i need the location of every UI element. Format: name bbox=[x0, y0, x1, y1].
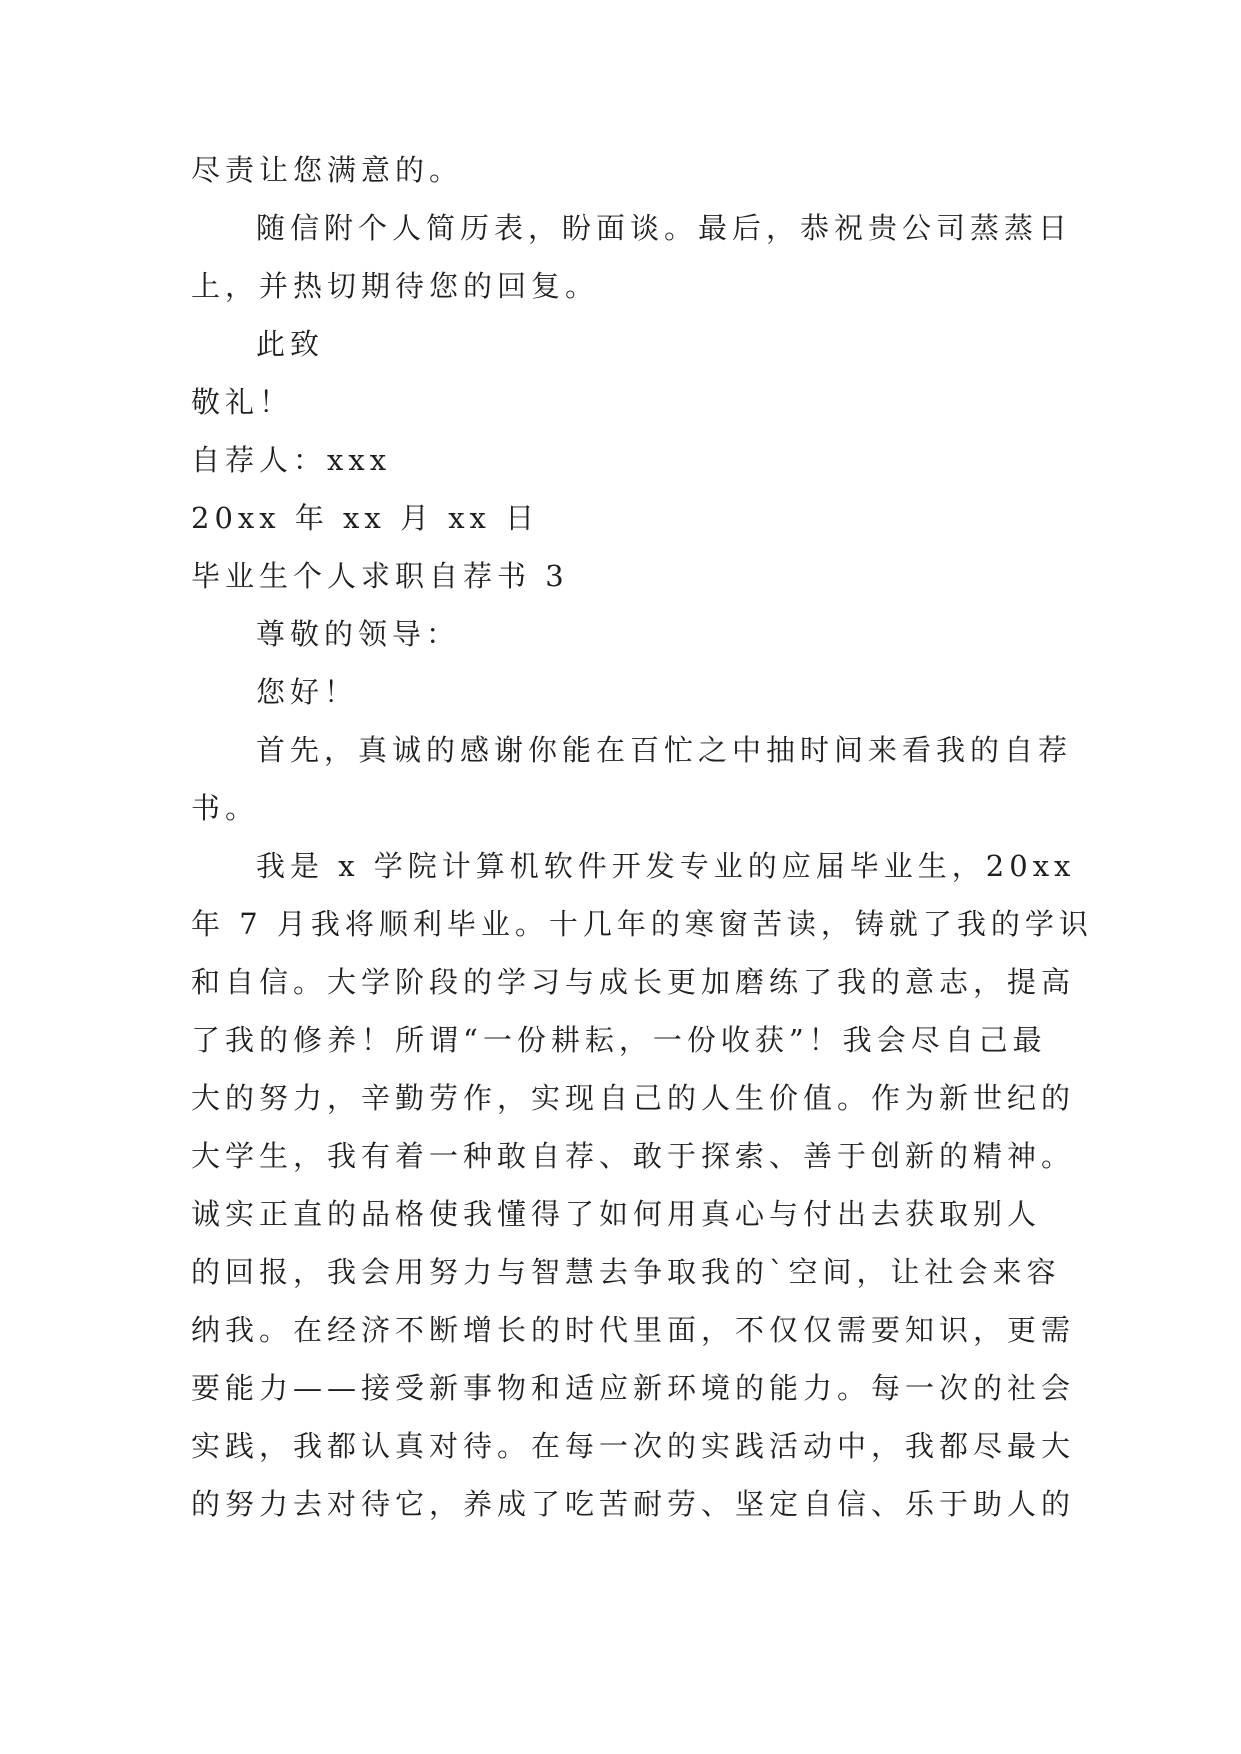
section-heading: 毕业生个人求职自荐书 3 bbox=[191, 559, 569, 593]
text-line: 诚实正直的品格使我懂得了如何用真心与付出去获取别人 bbox=[191, 1197, 1042, 1231]
text-line: 20xx 年 xx 月 xx 日 bbox=[191, 501, 540, 535]
text-line: 随信附个人简历表，盼面谈。最后，恭祝贵公司蒸蒸日 bbox=[256, 211, 1073, 245]
text-line: 您好！ bbox=[256, 675, 359, 709]
text-line: 此致 bbox=[256, 327, 325, 361]
text-line: 尊敬的领导： bbox=[256, 617, 461, 651]
text-line: 的努力去对待它，养成了吃苦耐劳、坚定自信、乐于助人的 bbox=[191, 1487, 1076, 1521]
text-line: 年 7 月我将顺利毕业。十几年的寒窗苦读，铸就了我的学识 bbox=[191, 907, 1093, 941]
text-line: 的回报，我会用努力与智慧去争取我的`空间，让社会来容 bbox=[191, 1255, 1061, 1289]
text-line: 纳我。在经济不断增长的时代里面，不仅仅需要知识，更需 bbox=[191, 1313, 1076, 1347]
text-line: 上，并热切期待您的回复。 bbox=[191, 269, 600, 303]
text-line: 大学生，我有着一种敢自荐、敢于探索、善于创新的精神。 bbox=[191, 1139, 1076, 1173]
text-line: 大的努力，辛勤劳作，实现自己的人生价值。作为新世纪的 bbox=[191, 1081, 1076, 1115]
text-line: 我是 x 学院计算机软件开发专业的应届毕业生，20xx bbox=[256, 849, 1076, 883]
text-line: 要能力——接受新事物和适应新环境的能力。每一次的社会 bbox=[191, 1371, 1076, 1405]
text-line: 敬礼！ bbox=[191, 385, 294, 419]
text-line: 了我的修养！所谓“一份耕耘，一份收获”！我会尽自己最 bbox=[191, 1023, 1047, 1057]
text-line: 首先，真诚的感谢你能在百忙之中抽时间来看我的自荐 bbox=[256, 733, 1073, 767]
text-line: 和自信。大学阶段的学习与成长更加磨练了我的意志，提高 bbox=[191, 965, 1076, 999]
text-line: 自荐人：xxx bbox=[191, 443, 392, 477]
text-line: 尽责让您满意的。 bbox=[191, 153, 464, 187]
text-line: 书。 bbox=[191, 791, 260, 825]
text-line: 实践，我都认真对待。在每一次的实践活动中，我都尽最大 bbox=[191, 1429, 1076, 1463]
